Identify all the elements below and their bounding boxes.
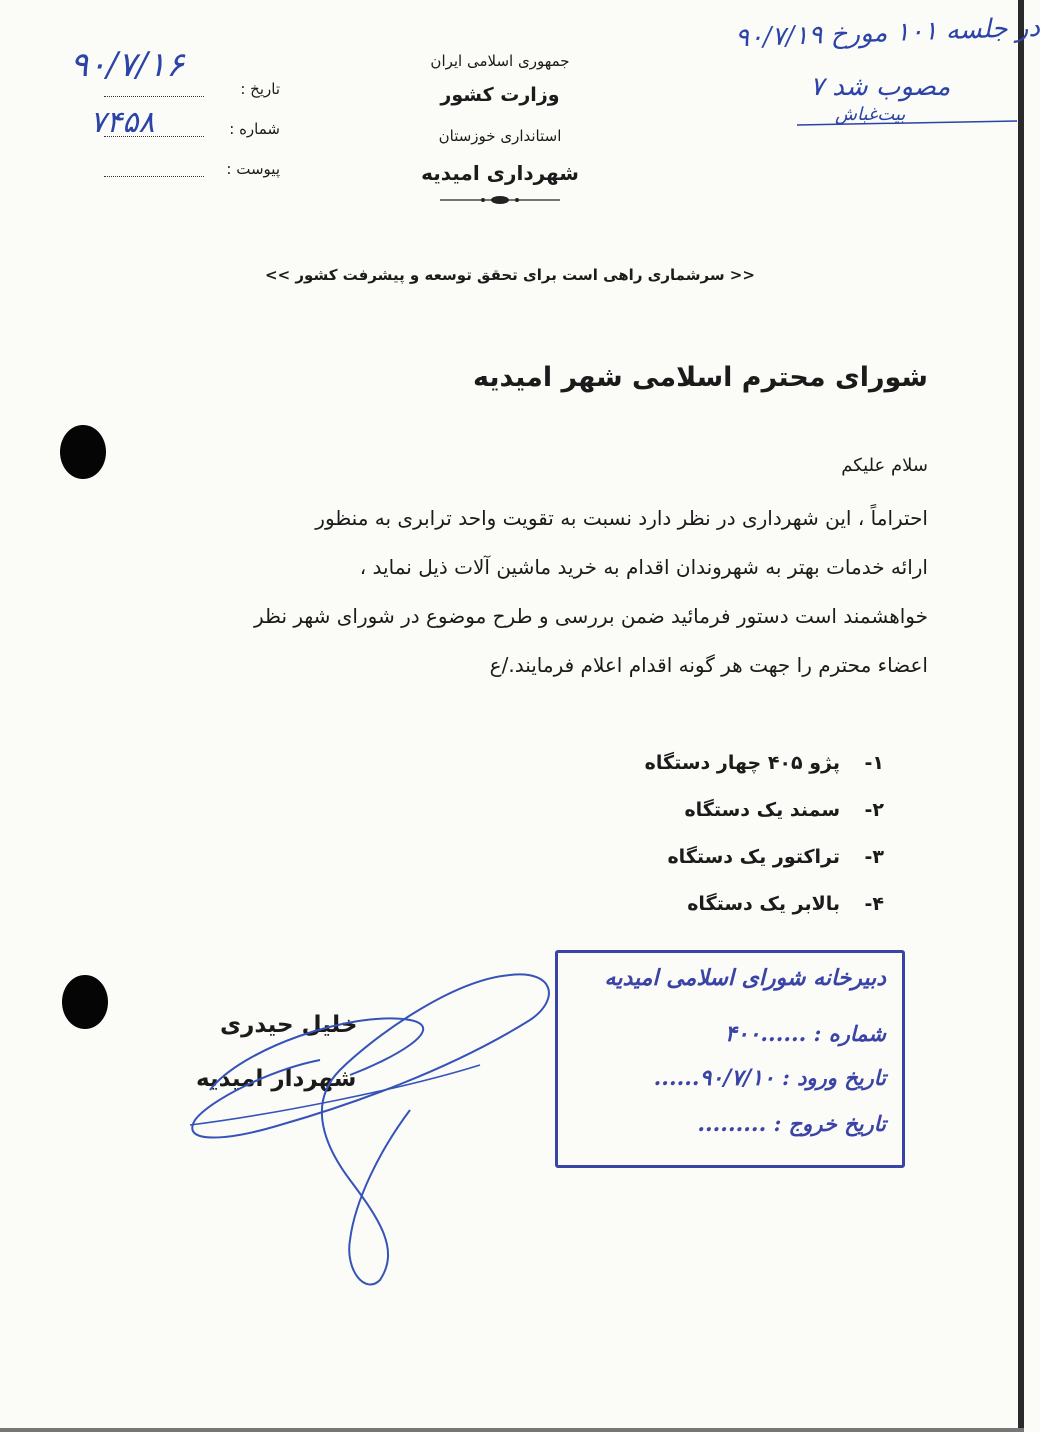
slogan: << سرشماری راهی است برای تحقق توسعه و پیشرفت کشور >> — [265, 266, 755, 284]
body-line: احتراماً ، این شهرداری در نظر دارد نسبت به تقویت واحد ترابری به منظور — [315, 506, 928, 530]
scan-edge-right — [1018, 0, 1024, 1432]
letter-body — [76, 494, 928, 690]
date-label: تاریخ : — [240, 80, 280, 98]
vehicle-list — [464, 740, 884, 928]
attachment-label: پیوست : — [226, 160, 280, 178]
stamp-title: دبیرخانه شورای اسلامی امیدیه — [604, 965, 886, 991]
punch-hole-upper — [60, 425, 106, 479]
province-title: استانداری خوزستان — [438, 127, 562, 145]
signatory-title: شهردار امیدیه — [196, 1066, 357, 1092]
annotation-line-3: بیت‌غباش — [835, 104, 906, 125]
list-item: ۴-بالابر یک دستگاه — [687, 893, 884, 915]
list-item: ۳-تراکتور یک دستگاه — [667, 846, 884, 868]
punch-hole-lower — [62, 975, 108, 1029]
handwritten-signature — [150, 950, 570, 1290]
list-item: ۱-پژو ۴۰۵ چهار دستگاه — [644, 752, 884, 774]
republic-title: جمهوری اسلامی ایران — [430, 52, 570, 70]
list-item: ۲-سمند یک دستگاه — [684, 799, 884, 821]
annotation-line-1: در جلسه ۱۰۱ مورخ ۹۰/۷/۱۹ — [734, 12, 1040, 54]
secretariat-stamp — [555, 950, 905, 1168]
handwritten-number: ۷۴۵۸ — [90, 105, 155, 140]
municipality-title: شهرداری امیدیه — [421, 161, 579, 185]
annotation-underline — [795, 115, 1020, 135]
letterhead — [380, 48, 620, 210]
stamp-number: شماره : ......۴۰۰ — [724, 1021, 886, 1047]
greeting: سلام علیکم — [841, 455, 928, 476]
body-line: خواهشمند است دستور فرمائید ضمن بررسی و طرح موضوع در شورای شهر نظر — [254, 604, 928, 628]
addressee: شورای محترم اسلامی شهر امیدیه — [472, 362, 928, 393]
attachment-field — [100, 158, 280, 188]
handwritten-date: ۹۰/۷/۱۶ — [70, 45, 185, 85]
scan-edge-bottom — [0, 1428, 1024, 1432]
ministry-title: وزارت کشور — [440, 84, 560, 106]
ornament-divider — [380, 190, 620, 210]
signatory-name: خلیل حیدری — [220, 1012, 358, 1038]
stamp-exit-date: تاریخ خروج : ......... — [697, 1111, 886, 1137]
annotation-line-2: مصوب شد ۷ — [810, 72, 951, 102]
number-label: شماره : — [229, 120, 280, 138]
body-line: اعضاء محترم را جهت هر گونه اقدام اعلام فرمایند./ع — [489, 653, 928, 677]
stamp-entry-date: تاریخ ورود : ۹۰/۷/۱۰...... — [653, 1065, 886, 1091]
body-line: ارائه خدمات بهتر به شهروندان اقدام به خرید ماشین آلات ذیل نماید ، — [359, 555, 928, 579]
